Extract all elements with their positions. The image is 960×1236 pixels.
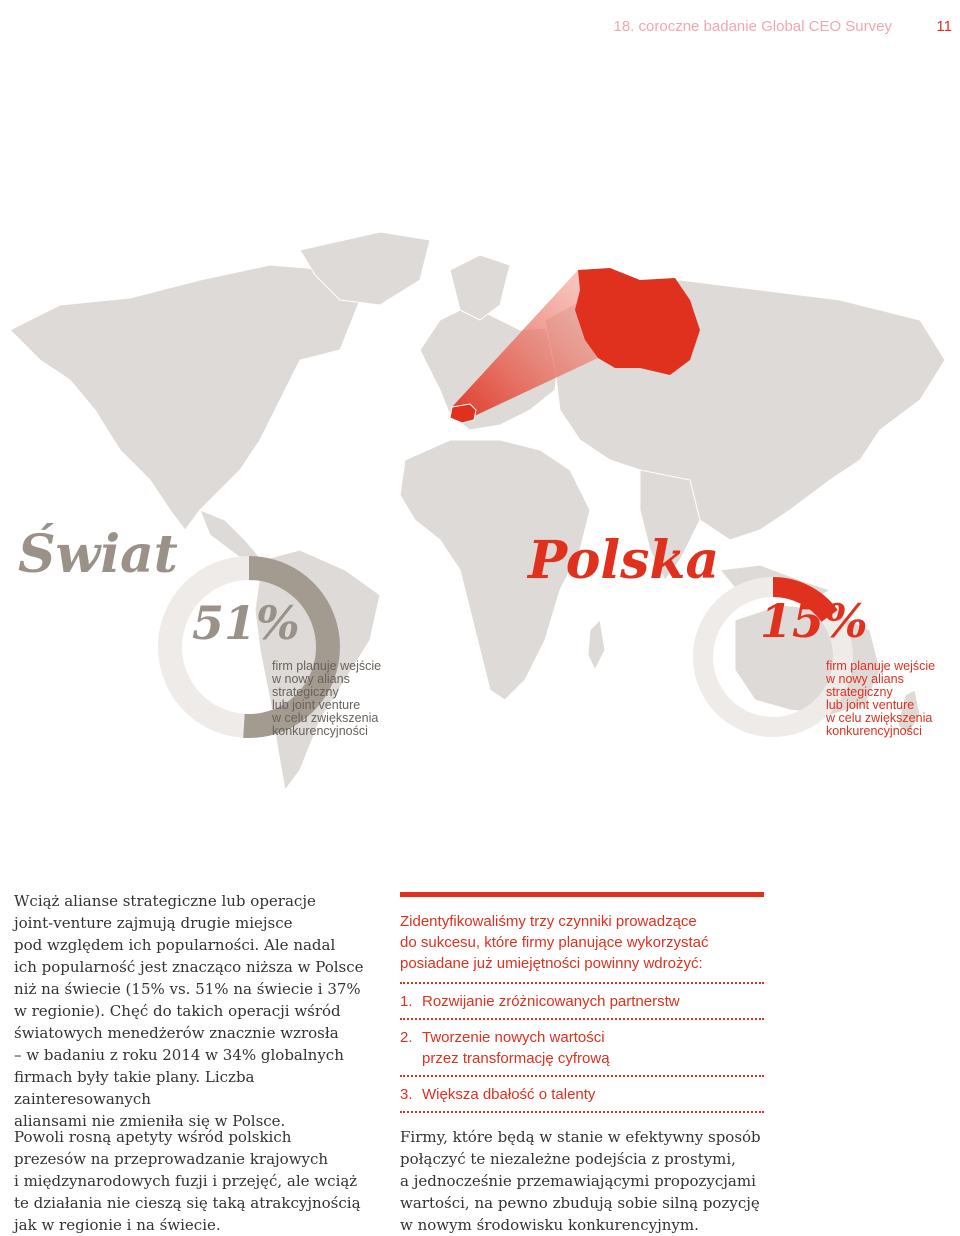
text-line: połączyć te niezależne podejścia z prostymi,: [400, 1150, 736, 1168]
text-line: aliansami nie zmieniła się w Polsce.: [14, 1112, 286, 1130]
factor-item: [400, 984, 764, 1020]
poland-title: Polska: [528, 530, 720, 591]
text-line: w nowym środowisku konkurencyjnym.: [400, 1216, 699, 1234]
text-line: ich popularność jest znacząco niższa w Polsce: [14, 958, 364, 976]
text-line: te działania nie cieszą się taką atrakcyjnością: [14, 1194, 361, 1212]
desc-line: strategiczny: [272, 685, 339, 699]
factor-number: 3.: [400, 1086, 413, 1103]
desc-line: w celu zwiększenia: [826, 711, 933, 725]
text-line: światowych menedżerów znacznie wzrosła: [14, 1024, 339, 1042]
text-line: firmach były takie plany. Liczba zainteresowanych: [14, 1068, 255, 1108]
factor-item: [400, 1020, 764, 1077]
poland-percent-label: 15%: [760, 594, 868, 648]
text-line: Większa dbałość o talenty: [422, 1086, 596, 1103]
text-line: prezesów na przeprowadzanie krajowych: [14, 1150, 329, 1168]
text-line: i międzynarodowych fuzji i przejęć, ale wciąż: [14, 1172, 358, 1190]
desc-line: firm planuje wejście: [272, 659, 382, 673]
text-line: – w badaniu z roku 2014 w 34% globalnych: [14, 1046, 344, 1064]
desc-line: lub joint venture: [826, 698, 915, 712]
paragraph-conclusion: [400, 1126, 770, 1236]
factor-item: [400, 1077, 764, 1113]
report-title: 18. coroczne badanie Global CEO Survey: [613, 18, 892, 35]
text-line: przez transformację cyfrową: [422, 1050, 610, 1067]
text-line: posiadane już umiejętności powinny wdrożyć:: [400, 955, 703, 972]
page-header: [0, 18, 960, 38]
desc-line: w nowy alians: [826, 672, 904, 686]
text-line: a jednocześnie przemawiającymi propozycjami: [400, 1172, 756, 1190]
factor-number: 1.: [400, 993, 413, 1010]
text-line: Wciąż alianse strategiczne lub operacje: [14, 892, 316, 910]
factor-number: 2.: [400, 1029, 413, 1046]
text-line: Powoli rosną apetyty wśród polskich: [14, 1128, 292, 1146]
factors-top-bar: [400, 892, 764, 897]
text-line: jak w regionie i na świecie.: [14, 1216, 221, 1234]
world-description: [272, 660, 402, 738]
factor-text: [422, 991, 680, 1012]
text-line: pod względem ich popularności. Ale nadal: [14, 936, 336, 954]
page-number: 11: [936, 18, 952, 35]
factor-text: [422, 1084, 595, 1105]
text-line: Tworzenie nowych wartości: [422, 1029, 605, 1046]
text-line: Firmy, które będą w stanie w efektywny sposób: [400, 1128, 761, 1146]
desc-line: strategiczny: [826, 685, 893, 699]
factor-text: [422, 1027, 610, 1069]
desc-line: konkurencyjności: [272, 724, 368, 738]
success-factors-box: [400, 892, 764, 1113]
text-line: do sukcesu, które firmy planujące wykorzystać: [400, 934, 709, 951]
text-line: Rozwijanie zróżnicowanych partnerstw: [422, 993, 680, 1010]
desc-line: firm planuje wejście: [826, 659, 936, 673]
text-line: niż na świecie (15% vs. 51% na świecie i 37%: [14, 980, 361, 998]
desc-line: w nowy alians: [272, 672, 350, 686]
world-percent-label: 51%: [192, 596, 300, 650]
desc-line: w celu zwiększenia: [272, 711, 379, 725]
poland-description: [826, 660, 956, 738]
desc-line: konkurencyjności: [826, 724, 922, 738]
factors-intro: [400, 911, 764, 984]
text-line: joint-venture zajmują drugie miejsce: [14, 914, 293, 932]
text-line: Zidentyfikowaliśmy trzy czynniki prowadzące: [400, 913, 697, 930]
world-title: Świat: [18, 524, 178, 585]
north-america-shape: [10, 265, 360, 530]
text-line: wartości, na pewno zbudują sobie silną pozycję: [400, 1194, 760, 1212]
madagascar-shape: [588, 620, 605, 670]
paragraph-mergers: [14, 1126, 394, 1236]
paragraph-alliances: [14, 890, 394, 1132]
desc-line: lub joint venture: [272, 698, 361, 712]
poland-small: [450, 404, 476, 423]
text-line: w regionie). Chęć do takich operacji wśród: [14, 1002, 341, 1020]
